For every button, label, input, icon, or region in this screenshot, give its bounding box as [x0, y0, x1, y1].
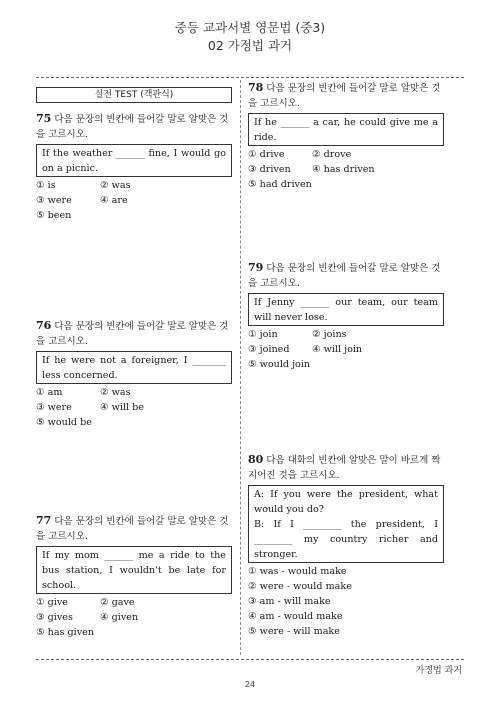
question-number: 76 — [36, 319, 52, 332]
option-2[interactable]: ② joins — [312, 329, 347, 340]
question-sentence-box: If he were not a foreigner, I _______ less concerned. — [36, 351, 232, 384]
option-1[interactable]: ① am — [36, 387, 63, 398]
question-stem — [248, 80, 444, 111]
option-3[interactable]: ③ were — [36, 402, 72, 413]
question-77 — [36, 513, 232, 640]
question-78 — [248, 80, 444, 192]
question-79 — [248, 260, 444, 372]
question-76 — [36, 318, 232, 430]
option-4[interactable]: ④ has driven — [312, 164, 375, 175]
option-5[interactable]: ⑤ would join — [248, 359, 311, 370]
question-text: 다음 문장의 빈칸에 들어갈 말로 알맞은 것을 고르시오. — [36, 114, 229, 140]
option-1[interactable]: ① drive — [248, 149, 285, 160]
dialogue-line-a: A: If you were the president, what would you do? — [254, 489, 438, 515]
section-label: 실전 TEST (객관식) — [36, 87, 232, 103]
page-number: 24 — [244, 680, 256, 689]
option-1[interactable]: ① was - would make — [248, 566, 347, 577]
option-5[interactable]: ⑤ would be — [36, 417, 92, 428]
answer-options — [36, 595, 232, 640]
option-3[interactable]: ③ gives — [36, 612, 73, 623]
question-stem — [248, 260, 444, 291]
answer-options — [248, 147, 444, 192]
option-2[interactable]: ② were - would make — [248, 581, 352, 592]
question-sentence-box: If my mom ______ me a ride to the bus station, I wouldn't be late for school. — [36, 546, 232, 594]
chapter-title: 02 가정법 과거 — [207, 38, 293, 53]
option-1[interactable]: ① give — [36, 597, 68, 608]
option-4[interactable]: ④ will be — [100, 402, 144, 413]
dialogue-line-b: B: If I ________ the president, I ________ my country richer and stronger. — [254, 519, 438, 560]
answer-options — [248, 564, 444, 639]
question-sentence-box: If Jenny ______ our team, our team will never lose. — [248, 293, 444, 326]
question-text: 다음 문장의 빈칸에 들어갈 말로 알맞은 것을 고르시오. — [248, 263, 441, 289]
question-sentence-box: If he ______ a car, he could give me a ride. — [248, 113, 444, 146]
option-2[interactable]: ② drove — [312, 149, 352, 160]
option-2[interactable]: ② was — [100, 180, 131, 191]
question-number: 79 — [248, 261, 264, 274]
option-1[interactable]: ① is — [36, 180, 56, 191]
top-divider — [36, 77, 464, 78]
option-5[interactable]: ⑤ were - will make — [248, 626, 340, 637]
option-3[interactable]: ③ am - will make — [248, 596, 331, 607]
option-4[interactable]: ④ given — [100, 612, 139, 623]
question-number: 78 — [248, 81, 264, 94]
option-3[interactable]: ③ driven — [248, 164, 291, 175]
option-2[interactable]: ② was — [100, 387, 131, 398]
question-stem — [36, 318, 232, 349]
bottom-divider — [36, 659, 464, 660]
dialogue-box — [248, 485, 444, 563]
option-5[interactable]: ⑤ been — [36, 210, 72, 221]
option-1[interactable]: ① join — [248, 329, 278, 340]
option-3[interactable]: ③ were — [36, 195, 72, 206]
option-4[interactable]: ④ am - would make — [248, 611, 343, 622]
question-stem — [36, 111, 232, 142]
option-2[interactable]: ② gave — [100, 597, 135, 608]
option-4[interactable]: ④ will join — [312, 344, 363, 355]
option-5[interactable]: ⑤ has given — [36, 627, 95, 638]
question-stem — [36, 513, 232, 544]
question-text: 다음 문장의 빈칸에 들어갈 말로 알맞은 것을 고르시오. — [36, 516, 229, 542]
question-75 — [36, 111, 232, 223]
question-sentence-box: If the weather ______ fine, I would go on a picnic. — [36, 144, 232, 177]
book-title: 중등 교과서별 영문법 (중3) — [174, 20, 326, 35]
answer-options — [248, 327, 444, 372]
question-number: 80 — [248, 453, 264, 466]
answer-options — [36, 178, 232, 223]
question-number: 77 — [36, 514, 52, 527]
column-divider — [240, 80, 241, 655]
footer-topic: 가정법 과거 — [415, 666, 462, 676]
option-3[interactable]: ③ joined — [248, 344, 290, 355]
question-text: 다음 문장의 빈칸에 들어갈 말로 알맞은 것을 고르시오. — [248, 83, 441, 109]
question-text: 다음 문장의 빈칸에 들어갈 말로 알맞은 것을 고르시오. — [36, 321, 229, 347]
question-stem — [248, 452, 444, 483]
answer-options — [36, 385, 232, 430]
option-4[interactable]: ④ are — [100, 195, 128, 206]
question-number: 75 — [36, 112, 52, 125]
question-80 — [248, 452, 444, 639]
option-5[interactable]: ⑤ had driven — [248, 179, 312, 190]
question-text: 다음 대화의 빈칸에 알맞은 말이 바르게 짝지어진 것을 고르시오. — [248, 455, 441, 481]
